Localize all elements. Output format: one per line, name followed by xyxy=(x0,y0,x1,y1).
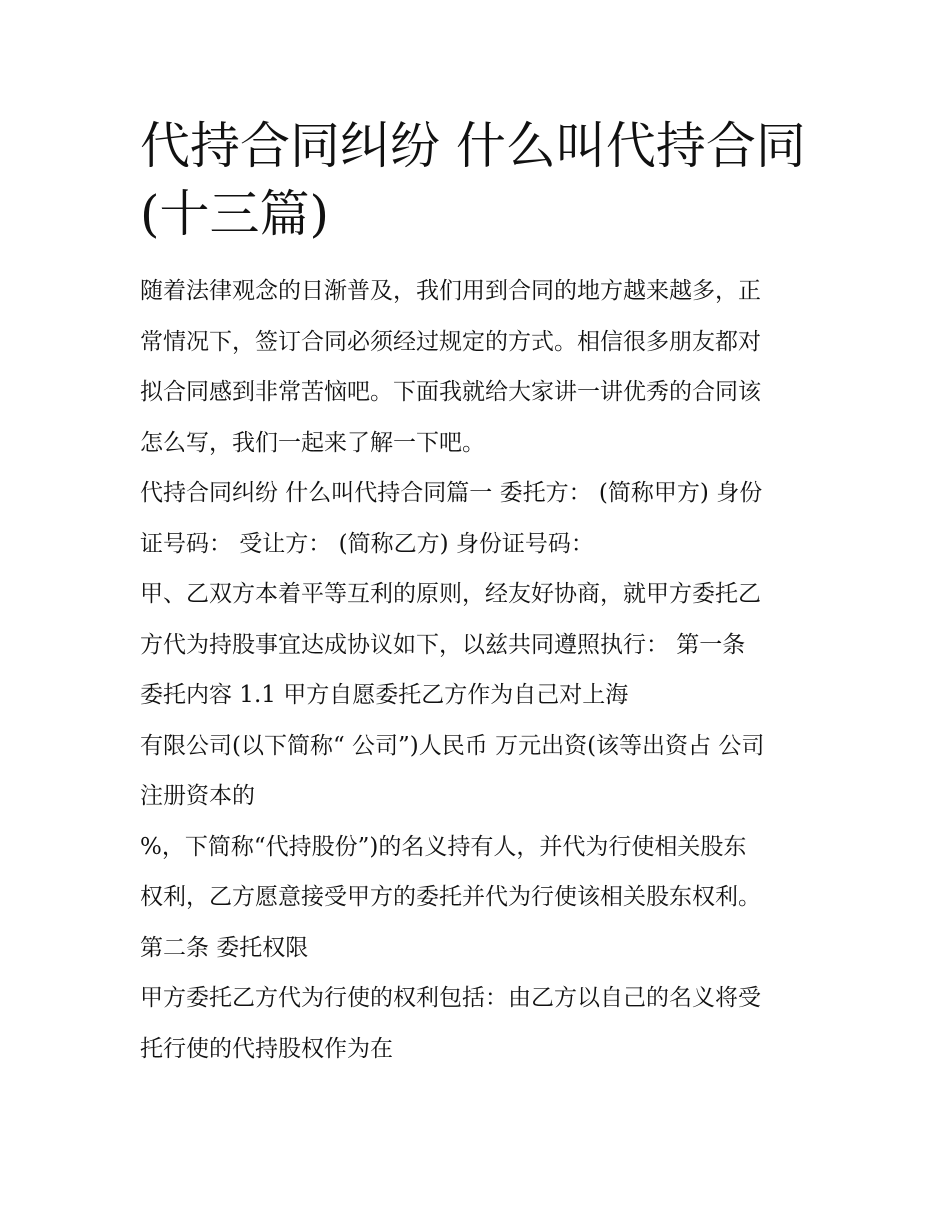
body-line: 权利，乙方愿意接受甲方的委托并代为行使该相关股东权利。 xyxy=(140,884,761,910)
document-page xyxy=(140,112,816,1074)
body-line: 甲、乙双方本着平等互利的原则，经友好协商，就甲方委托乙 xyxy=(140,581,761,607)
body-line: 委托内容 1.1 甲方自愿委托乙方作为自己对上海 xyxy=(140,682,629,708)
title-line-2: (十三篇) xyxy=(140,185,330,243)
body-line: 随着法律观念的日渐普及，我们用到合同的地方越来越多，正 xyxy=(140,278,761,304)
body-line: 有限公司(以下简称“ 公司”)人民币 万元出资(该等出资占 公司 xyxy=(140,732,765,759)
body-line: 证号码： 受让方： (简称乙方) 身份证号码： xyxy=(140,530,594,557)
body-line: 托行使的代持股权作为在 xyxy=(140,1035,393,1062)
body-line: 拟合同感到非常苦恼吧。下面我就给大家讲一讲优秀的合同该 xyxy=(140,379,761,405)
body-line: 代持合同纠纷 什么叫代持合同篇一 委托方： (简称甲方) 身份 xyxy=(140,480,763,506)
body-line: 方代为持股事宜达成协议如下，以兹共同遵照执行： 第一条 xyxy=(140,631,746,658)
body-line: 注册资本的 xyxy=(140,783,255,809)
body-line: 第二条 委托权限 xyxy=(140,934,309,961)
title-line-1: 代持合同纠纷 什么叫代持合同 xyxy=(140,117,806,175)
body-line: %，下简称“代持股份”)的名义持有人，并代为行使相关股东 xyxy=(140,833,747,860)
document-body xyxy=(140,266,816,1074)
document-title xyxy=(140,112,816,248)
body-line: 怎么写，我们一起来了解一下吧。 xyxy=(140,429,485,456)
body-line: 甲方委托乙方代为行使的权利包括：由乙方以自己的名义将受 xyxy=(140,985,761,1011)
body-line: 常情况下，签订合同必须经过规定的方式。相信很多朋友都对 xyxy=(140,328,761,355)
